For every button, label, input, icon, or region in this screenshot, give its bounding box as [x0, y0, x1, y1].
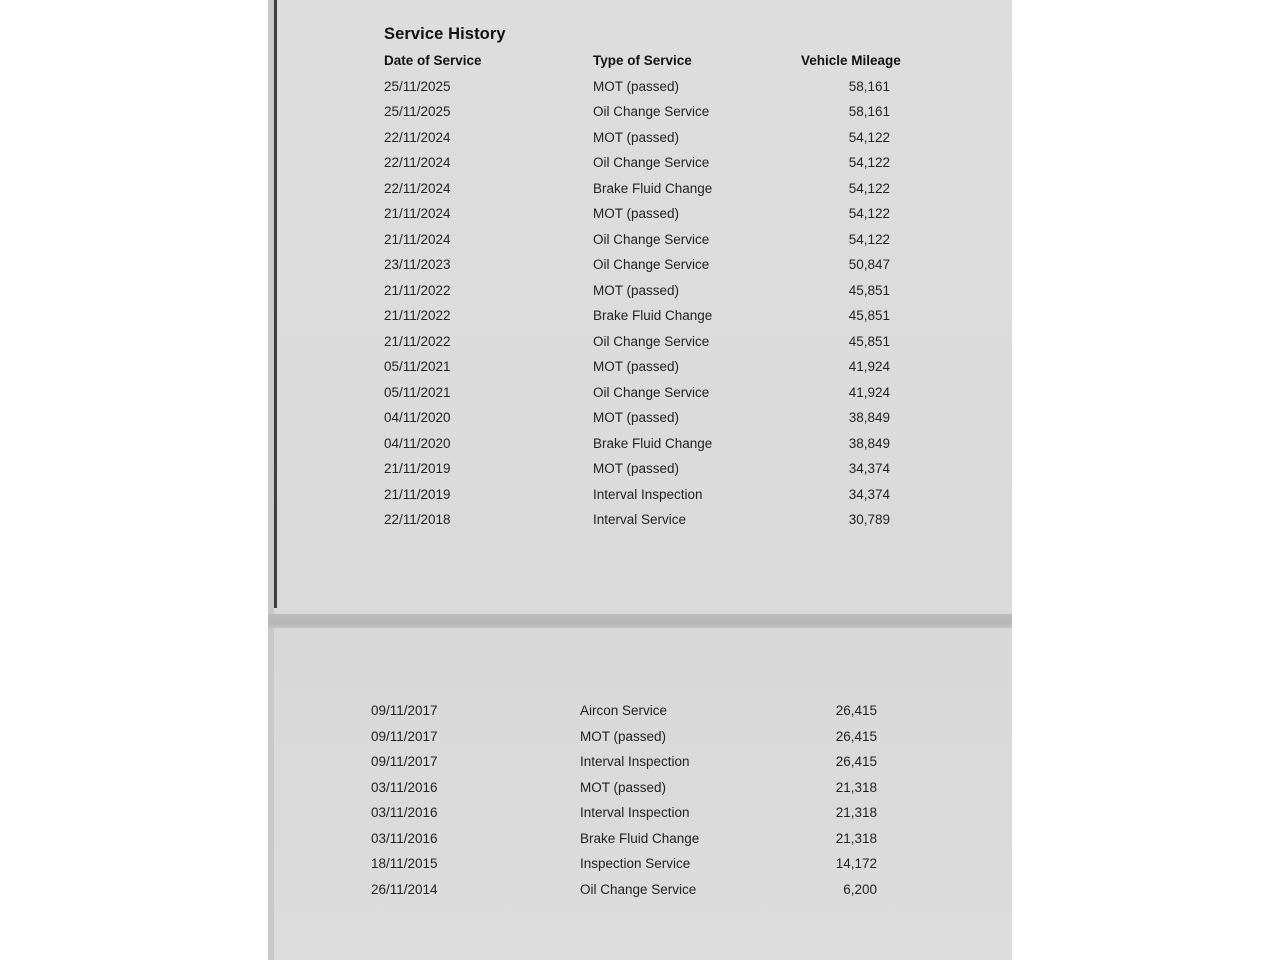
- vehicle-mileage: 54,122: [848, 155, 890, 170]
- document-page-1: [274, 0, 1012, 614]
- page-title: Service History: [384, 25, 506, 43]
- service-history-table-continued: [371, 702, 891, 906]
- service-type: MOT (passed): [593, 78, 680, 94]
- page-edge-shadow: [274, 0, 277, 608]
- service-type: Interval Inspection: [580, 754, 690, 769]
- document-page-2: [274, 628, 1012, 960]
- service-date: 25/11/2025: [384, 78, 451, 94]
- vehicle-mileage: 6,200: [843, 881, 877, 897]
- vehicle-mileage: 45,851: [848, 308, 890, 323]
- table-row: [384, 103, 904, 129]
- service-type: MOT (passed): [593, 461, 680, 476]
- service-date: 05/11/2021: [384, 384, 451, 400]
- vehicle-mileage: 26,415: [835, 703, 877, 718]
- vehicle-mileage: 54,122: [848, 206, 890, 221]
- vehicle-mileage: 58,161: [848, 104, 890, 119]
- vehicle-mileage: 54,122: [848, 180, 890, 196]
- table-row: [384, 180, 904, 206]
- table-row: [384, 486, 904, 512]
- service-type: MOT (passed): [593, 206, 680, 221]
- vehicle-mileage: 41,924: [848, 359, 890, 374]
- table-row: [384, 384, 904, 410]
- service-date: 03/11/2016: [371, 830, 438, 846]
- table-row: [384, 129, 904, 155]
- service-date: 22/11/2024: [384, 155, 451, 170]
- service-type: Oil Change Service: [593, 333, 710, 349]
- service-date: 22/11/2018: [384, 512, 451, 527]
- table-row: [384, 333, 904, 359]
- vehicle-mileage: 58,161: [848, 78, 890, 94]
- service-date: 09/11/2017: [371, 728, 438, 744]
- service-date: 18/11/2015: [371, 856, 438, 871]
- vehicle-mileage: 21,318: [835, 779, 877, 795]
- service-date: 04/11/2020: [384, 435, 451, 451]
- service-type: Oil Change Service: [593, 231, 710, 247]
- service-type: Oil Change Service: [593, 384, 710, 400]
- column-header-type: Type of Service: [593, 53, 692, 68]
- vehicle-mileage: 21,318: [835, 830, 877, 846]
- service-date: 21/11/2019: [384, 486, 451, 502]
- table-row: [371, 702, 891, 728]
- service-date: 21/11/2024: [384, 231, 451, 247]
- vehicle-mileage: 30,789: [848, 512, 890, 527]
- vehicle-mileage: 26,415: [835, 754, 877, 769]
- table-row: [384, 231, 904, 257]
- service-type: Oil Change Service: [593, 257, 710, 272]
- service-date: 26/11/2014: [371, 881, 438, 897]
- table-body-page-2: [371, 702, 891, 906]
- vehicle-mileage: 45,851: [848, 282, 890, 298]
- service-type: Interval Inspection: [593, 486, 703, 502]
- service-type: Brake Fluid Change: [593, 308, 713, 323]
- service-history-table: [384, 52, 904, 537]
- table-row: [384, 205, 904, 231]
- service-type: Oil Change Service: [593, 104, 710, 119]
- table-row: [371, 830, 891, 856]
- service-date: 09/11/2017: [371, 703, 438, 718]
- vehicle-mileage: 26,415: [835, 728, 877, 744]
- vehicle-mileage: 45,851: [848, 333, 890, 349]
- service-type: MOT (passed): [580, 779, 667, 795]
- service-date: 22/11/2024: [384, 129, 451, 145]
- table-row: [371, 804, 891, 830]
- service-type: Interval Inspection: [580, 805, 690, 820]
- service-type: Oil Change Service: [593, 155, 710, 170]
- table-row: [371, 728, 891, 754]
- vehicle-mileage: 41,924: [848, 384, 890, 400]
- table-header-row: [384, 52, 904, 78]
- service-type: MOT (passed): [593, 410, 680, 425]
- service-date: 03/11/2016: [371, 805, 438, 820]
- service-date: 21/11/2022: [384, 282, 451, 298]
- service-date: 21/11/2019: [384, 461, 451, 476]
- table-row: [384, 154, 904, 180]
- service-date: 21/11/2022: [384, 333, 451, 349]
- service-date: 21/11/2024: [384, 206, 451, 221]
- table-row: [371, 855, 891, 881]
- table-row: [384, 409, 904, 435]
- service-type: Inspection Service: [580, 856, 691, 871]
- vehicle-mileage: 38,849: [848, 435, 890, 451]
- service-type: Brake Fluid Change: [593, 435, 713, 451]
- service-type: MOT (passed): [593, 282, 680, 298]
- table-row: [384, 78, 904, 104]
- service-type: MOT (passed): [593, 359, 680, 374]
- vehicle-mileage: 14,172: [835, 856, 877, 871]
- service-date: 09/11/2017: [371, 754, 438, 769]
- vehicle-mileage: 21,318: [835, 805, 877, 820]
- service-type: Interval Service: [593, 512, 687, 527]
- table-row: [384, 307, 904, 333]
- service-type: Brake Fluid Change: [580, 830, 700, 846]
- table-row: [371, 881, 891, 907]
- table-row: [384, 435, 904, 461]
- vehicle-mileage: 34,374: [848, 461, 890, 476]
- service-type: MOT (passed): [593, 129, 680, 145]
- vehicle-mileage: 50,847: [848, 257, 890, 272]
- vehicle-mileage: 54,122: [848, 129, 890, 145]
- table-row: [384, 358, 904, 384]
- service-type: Aircon Service: [580, 703, 668, 718]
- table-row: [371, 753, 891, 779]
- column-header-date: Date of Service: [384, 53, 482, 68]
- service-date: 23/11/2023: [384, 257, 451, 272]
- service-date: 25/11/2025: [384, 104, 451, 119]
- vehicle-mileage: 38,849: [848, 410, 890, 425]
- service-type: Oil Change Service: [580, 881, 697, 897]
- table-row: [384, 282, 904, 308]
- column-header-mileage: Vehicle Mileage: [801, 53, 901, 68]
- service-date: 03/11/2016: [371, 779, 438, 795]
- table-body-page-1: [384, 78, 904, 537]
- vehicle-mileage: 34,374: [848, 486, 890, 502]
- scanned-document: [268, 0, 1012, 960]
- table-row: [384, 460, 904, 486]
- service-date: 05/11/2021: [384, 359, 451, 374]
- page-divider: [268, 614, 1012, 628]
- service-date: 22/11/2024: [384, 180, 451, 196]
- vehicle-mileage: 54,122: [848, 231, 890, 247]
- table-row: [384, 511, 904, 537]
- table-row: [384, 256, 904, 282]
- service-date: 04/11/2020: [384, 410, 451, 425]
- service-type: Brake Fluid Change: [593, 180, 713, 196]
- service-date: 21/11/2022: [384, 308, 451, 323]
- service-type: MOT (passed): [580, 728, 667, 744]
- table-row: [371, 779, 891, 805]
